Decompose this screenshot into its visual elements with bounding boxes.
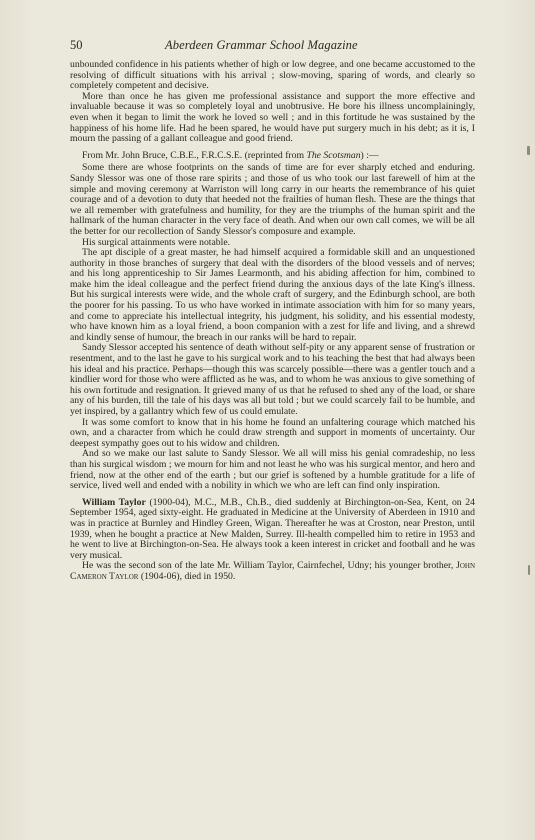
article-body [70, 60, 475, 583]
margin-speck [528, 565, 530, 575]
page-header [70, 38, 475, 54]
brother-name: John Cameron Taylor [70, 560, 475, 582]
source-prefix: From Mr. John Bruce, C.B.E., F.R.C.S.E. (reprinted from [82, 149, 307, 161]
paragraph: And so we make our last salute to Sandy Slessor. We all will miss his genial comradeship, no less than his surgical wisdom ; we mourn for him and not least he who was his surgical mentor, and hero and friend, now at the other end of the earth ; but our grief is softened by a humble gratitude for a life of service, lived well and ended with a nobility in which we who are left can find only inspiration. [70, 448, 475, 492]
family-suffix: (1904-06), died in 1950. [138, 570, 236, 582]
obituary-text: (1900-04), M.C., M.B., Ch.B., died suddenly at Birchington-on-Sea, Kent, on 24 September 1954, aged sixty-eight. He graduated in Medicine at the University of Aberdeen in 1910 and was in practice at Burnley and Hindley Green, Wigan. Thereafter he was at Croston, near Preston, until 1939, when he bought a practice at New Malden, Surrey. Ill-health compelled him to retire in 1953 and he went to live at Birchington-on-Sea. He always took a keen interest in cricket and football and he was very musical. [70, 496, 475, 561]
paragraph: His surgical attainments were notable. [82, 236, 231, 248]
paragraph: It was some comfort to know that in his home he found an unfaltering courage which matched his own, and a character from which he could draw strength and support in moments of uncertainty. Our deepest sympathy goes out to his widow and children. [70, 416, 475, 449]
running-title: Aberdeen Grammar School Magazine [165, 38, 358, 52]
obituary-entry [70, 498, 475, 562]
page-number: 50 [70, 38, 83, 52]
paragraph: unbounded confidence in his patients whether of high or low degree, and one became accustomed to the resolving of difficult situations with his arrival ; slow-moving, sparing of words, and clearly so completely competent and decisive. [70, 59, 475, 92]
obituary-family-paragraph [70, 561, 475, 582]
family-prefix: He was the second son of the late Mr. William Taylor, Cairnfechel, Udny; his younger brother, [82, 560, 457, 572]
paragraph: Some there are whose footprints on the sands of time are for ever sharply etched and enduring. Sandy Slessor was one of those rare spirits ; and those of us who took our last farewell of him at the simple and moving ceremony at Warriston will long carry in our hearts the remembrance of his quiet courage and of a devotion to duty that heeded not the frailties of human flesh. These are the things that we all remember with gratefulness and humility, for they are the triumphs of the human spirit and the hallmark of the human character in the very face of death. And when our own call comes, we will be all the better for our recollection of Sandy Slessor's composure and example. [70, 162, 475, 237]
obituary-name: William Taylor [82, 496, 146, 508]
margin-speck [527, 146, 530, 155]
tribute-source-line [70, 151, 475, 162]
paragraph: Sandy Slessor accepted his sentence of death without self-pity or any apparent sense of frustration or resentment, and to the last he gave to his surgical work and to his teaching the best that had always been his ideal and his practice. Perhaps—though this was scarcely possible—there was a gentler touch and a kindlier word for those who were afflicted as he was, and to whom he was anxious to give something of his own fortitude and resignation. It grieved many of us that he refused to shed any of the load, or share any of his burden, till the tale of his days was all but told ; but we could scarcely fail to be humble, and yet inspired, by a gallantry which few of us could emulate. [70, 342, 475, 417]
paragraph: The apt disciple of a great master, he had himself acquired a formidable skill and an unquestioned authority in those branches of surgery that deal with the disorders of the blood vessels and of nerves; and his long apprenticeship to Sir James Learmonth, and his abiding affection for him, combined to make him the ideal colleague and the perfect friend during the anxious days of the late King's illness. But his surgical interests were wide, and the whole craft of surgery, and the Edinburgh school, are both the poorer for his passing. To us who have worked in intimate association with him for so many years, and come to appreciate his intellectual integrity, his judgment, his solidity, and his essential modesty, who have known him as a loyal friend, a boon companion with a zest for life and living, and a shrewd and kindly sense of humour, the breach in our ranks will be hard to repair. [70, 247, 475, 343]
source-suffix: ) :— [360, 149, 379, 161]
paragraph: More than once he has given me professional assistance and support the more effective and invaluable because it was so completely loyal and unobtrusive. He bore his illness uncomplainingly, even when it began to limit the work he loved so well ; and in this fortitude he was sustained by the happiness of his home life. Had he been spared, he would have put surgery much in his debt; as it is, I mourn the passing of a gallant colleague and good friend. [70, 90, 475, 145]
source-newspaper: The Scotsman [306, 149, 361, 161]
